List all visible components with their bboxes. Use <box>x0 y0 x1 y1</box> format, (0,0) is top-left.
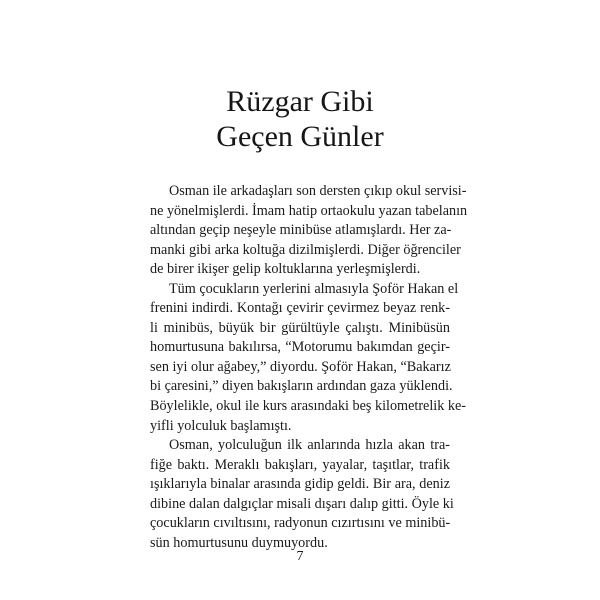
chapter-title-line-1: Rüzgar Gibi <box>226 85 374 118</box>
text-line: fiğe baktı. Meraklı bakışları, yayalar, taşıtlar, trafik <box>150 456 450 473</box>
paragraph-2 <box>150 280 466 436</box>
text-line: çocukların cıvıltısını, radyonun cızırtısını ve minibü- <box>150 515 451 532</box>
text-line: bi çaresini,” diyen bakışların ardından gaza yüklendi. <box>150 378 453 395</box>
text-line: Osman ile arkadaşları son dersten çıkıp okul servisi- <box>169 183 467 199</box>
text-line: dibine dalan dalgıçlar misali dışarı dalıp gitti. Öyle ki <box>150 495 454 512</box>
text-line: li minibüs, büyük bir gürültüyle çalıştı. Minibüsün <box>150 319 450 336</box>
text-line: manki gibi arka koltuğa dizilmişlerdi. Diğer öğrenciler <box>150 241 461 258</box>
text-line: ne yönelmişlerdi. İmam hatip ortaokulu yazan tabelanın <box>150 202 468 219</box>
text-line: sen iyi olur ağabey,” diyordu. Şoför Hakan, “Bakarız <box>150 358 451 375</box>
chapter-title-line-2: Geçen Günler <box>216 120 384 153</box>
text-line: de birer ikişer gelip koltuklarına yerleşmişlerdi. <box>150 261 421 278</box>
text-line: yifli yolculuk başlamıştı. <box>150 417 292 434</box>
chapter-body <box>150 182 468 553</box>
text-line: Tüm çocukların yerlerini almasıyla Şoför Hakan el <box>169 280 459 297</box>
text-line: Böylelikle, okul ile kurs arasındaki beş kilometrelik ke- <box>150 398 466 415</box>
chapter-title <box>0 84 600 154</box>
text-line: sün homurtusunu duymuyordu. <box>150 534 328 551</box>
text-line: Osman, yolculuğun ilk anlarında hızla akan tra- <box>169 437 450 454</box>
text-line: homurtusuna bakılırsa, “Motorumu bakımdan geçir- <box>150 339 450 356</box>
text-line: altından geçip neşeyle minibüse atlamışlardı. Her za- <box>150 222 452 239</box>
page-number: 7 <box>296 549 304 564</box>
text-line: ışıklarıyla binalar arasında gidip geldi. Bir ara, deniz <box>150 476 450 493</box>
text-line: frenini indirdi. Kontağı çevirir çevirmez beyaz renk- <box>150 300 450 317</box>
paragraph-3 <box>150 436 454 553</box>
paragraph-1 <box>150 182 468 280</box>
